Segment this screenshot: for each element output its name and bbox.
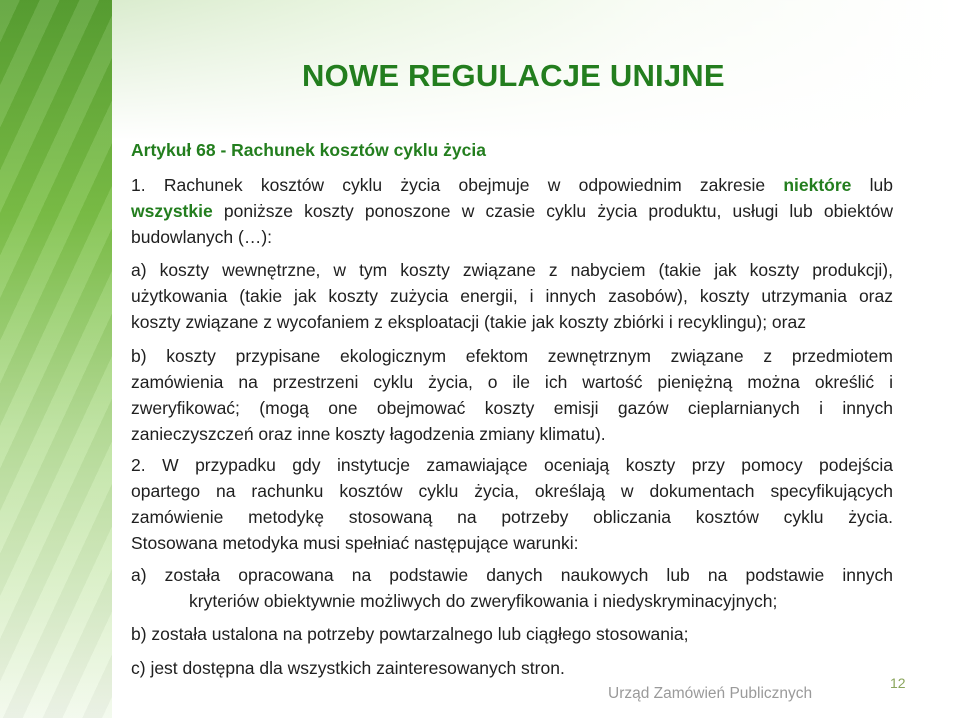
item-b-costs <box>131 343 893 447</box>
paragraph-2 <box>131 452 893 556</box>
bold-niektore: niektóre <box>783 175 852 195</box>
item-a-line-3: koszty związane z wycofaniem z eksploatacji (takie jak koszty zbiórki i recyklingu); oraz <box>131 312 806 332</box>
left-decorative-band <box>0 0 112 718</box>
item-a-line-2: użytkowania (takie jak koszty zużycia energii, i innych zasobów), koszty utrzymania oraz <box>131 286 893 306</box>
article-heading: Artykuł 68 - Rachunek kosztów cyklu życia <box>131 140 486 160</box>
footer-organization: Urząd Zamówień Publicznych <box>608 685 813 702</box>
paragraph-1-line-3: budowlanych (…): <box>131 227 273 247</box>
paragraph-2-line-4: Stosowana metodyka musi spełniać następujące warunki: <box>131 533 579 553</box>
slide-title: NOWE REGULACJE UNIJNE <box>302 58 725 93</box>
condition-c-line: c) jest dostępna dla wszystkich zainteresowanych stron. <box>131 658 565 678</box>
paragraph-1-prefix: 1. Rachunek kosztów cyklu życia obejmuje w odpowiednim zakresie <box>131 175 784 195</box>
paragraph-2-line-1: 2. W przypadku gdy instytucje zamawiające oceniają koszty przy pomocy podejścia <box>131 455 893 475</box>
item-b-line-3: zweryfikować; (mogą one obejmować koszty emisji gazów cieplarnianych i innych <box>131 398 893 418</box>
paragraph-1-line-1 <box>131 172 893 198</box>
item-b-line-2: zamówienia na przestrzeni cyklu życia, o ile ich wartość pieniężną można określić i <box>131 372 893 392</box>
condition-b <box>131 621 893 647</box>
item-a-line-1: a) koszty wewnętrzne, w tym koszty związane z nabyciem (takie jak koszty produkcji), <box>131 260 893 280</box>
condition-b-line: b) została ustalona na potrzeby powtarzalnego lub ciągłego stosowania; <box>131 624 689 644</box>
bold-wszystkie: wszystkie <box>131 201 213 221</box>
paragraph-1-mid: lub <box>851 175 893 195</box>
paragraph-2-line-3: zamówienie metodykę stosowaną na potrzeby obliczania kosztów cyklu życia. <box>131 507 893 527</box>
paragraph-1 <box>131 172 893 250</box>
condition-c <box>131 655 893 681</box>
paragraph-2-line-2: opartego na rachunku kosztów cyklu życia, określają w dokumentach specyfikujących <box>131 481 893 501</box>
item-a-costs <box>131 257 893 335</box>
paragraph-1-rest: poniższe koszty ponoszone w czasie cyklu życia produktu, usługi lub obiektów <box>212 201 893 221</box>
item-b-line-1: b) koszty przypisane ekologicznym efektom zewnętrznym związane z przedmiotem <box>131 346 893 366</box>
condition-a-line-2: kryteriów obiektywnie możliwych do zweryfikowania i niedyskryminacyjnych; <box>189 591 778 611</box>
condition-a <box>131 562 893 614</box>
paragraph-1-line-2 <box>131 198 893 224</box>
condition-a-line-1: a) została opracowana na podstawie danych naukowych lub na podstawie innych <box>131 565 893 585</box>
page-number: 12 <box>890 675 906 691</box>
item-b-line-4: zanieczyszczeń oraz inne koszty łagodzenia zmiany klimatu). <box>131 424 606 444</box>
